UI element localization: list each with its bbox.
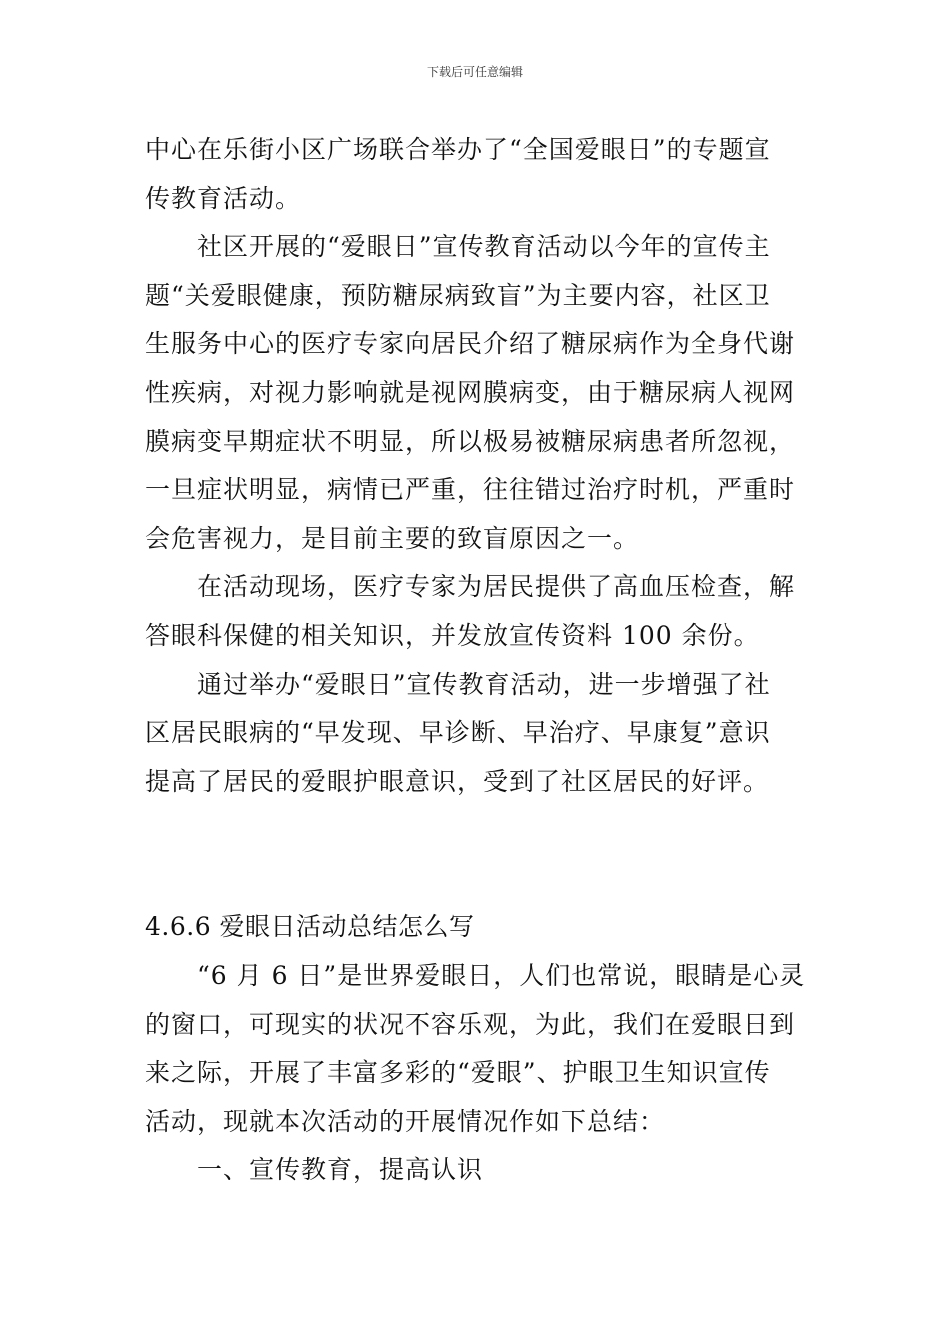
- paragraph: [145, 126, 810, 223]
- paragraph: [145, 661, 810, 807]
- text-line: 来之际，开展了丰富多彩的“爱眼”、护眼卫生知识宣传: [145, 1058, 771, 1088]
- section-heading: 4.6.6 爱眼日活动总结怎么写: [145, 912, 475, 942]
- document-body: [145, 126, 810, 1195]
- page-header: 下载后可任意编辑: [426, 65, 523, 79]
- paragraph: [145, 952, 810, 1146]
- text-line: 提高了居民的爱眼护眼意识，受到了社区居民的好评。: [145, 766, 770, 796]
- text-line: “6 月 6 日”是世界爱眼日，人们也常说，眼睛是心灵: [197, 960, 806, 990]
- text-line: 活动，现就本次活动的开展情况作如下总结：: [145, 1106, 666, 1136]
- text-line: 膜病变早期症状不明显，所以极易被糖尿病患者所忽视，: [145, 426, 796, 456]
- text-line: 社区开展的“爱眼日”宣传教育活动以今年的宣传主: [197, 232, 771, 262]
- text-line: 答眼科保健的相关知识，并发放宣传资料 100 余份。: [145, 620, 760, 650]
- paragraph: [145, 563, 810, 660]
- text-line: 生服务中心的医疗专家向居民介绍了糖尿病作为全身代谢: [145, 329, 796, 359]
- text-line: 传教育活动。: [145, 183, 302, 213]
- blank-space: [145, 806, 810, 903]
- text-line: 在活动现场，医疗专家为居民提供了高血压检查，解: [197, 572, 796, 602]
- subsection-heading: 一、宣传教育，提高认识: [197, 1155, 484, 1185]
- text-line: 一旦症状明显，病情已严重，往往错过治疗时机，严重时: [145, 475, 796, 505]
- text-line: 会危害视力，是目前主要的致盲原因之一。: [145, 523, 640, 553]
- text-line: 通过举办“爱眼日”宣传教育活动，进一步增强了社: [197, 669, 771, 699]
- text-line: 题“关爱眼健康，预防糖尿病致盲”为主要内容，社区卫: [145, 280, 771, 310]
- text-line: 性疾病，对视力影响就是视网膜病变，由于糖尿病人视网: [145, 377, 796, 407]
- text-line: 的窗口，可现实的状况不容乐观，为此，我们在爱眼日到: [145, 1009, 796, 1039]
- paragraph: [145, 223, 810, 563]
- text-line: 区居民眼病的“早发现、早诊断、早治疗、早康复”意识: [145, 718, 771, 748]
- text-line: 中心在乐街小区广场联合举办了“全国爱眼日”的专题宣: [145, 135, 771, 164]
